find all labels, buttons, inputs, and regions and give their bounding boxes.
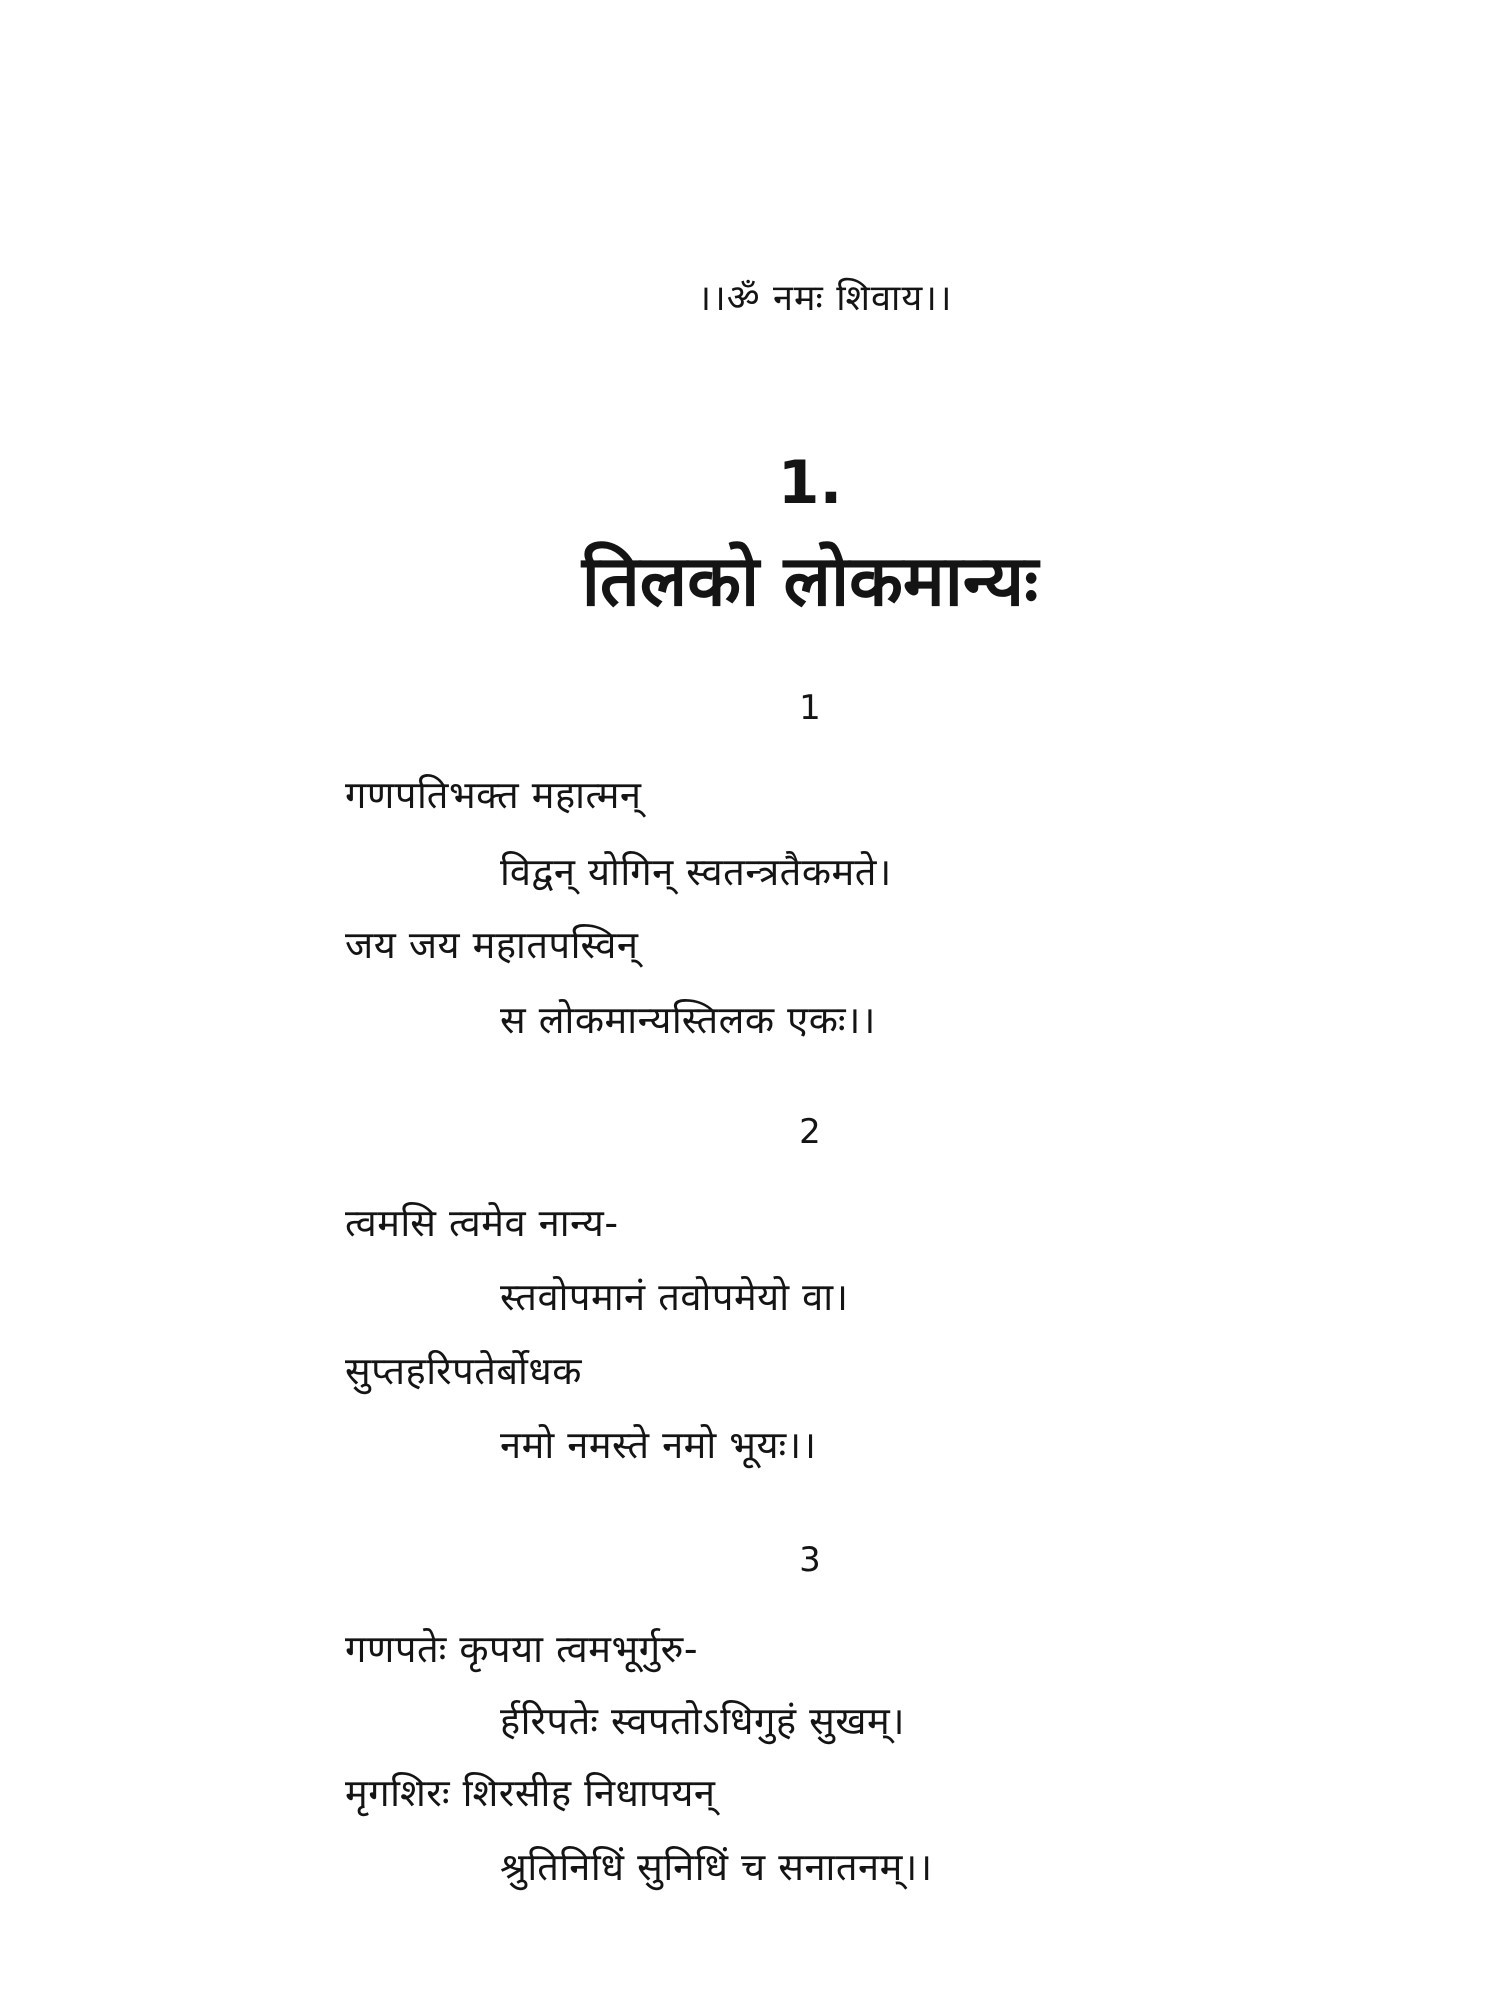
verse-number: 3 [799,1540,821,1580]
verse-line: मृगशिरः शिरसीह निधापयन् [345,1771,716,1815]
verse-line: र्हरिपतेः स्वपतोऽधिगुहं सुखम्। [500,1699,906,1743]
invocation-line: ।।ॐ नमः शिवाय।। [697,278,953,319]
verse-line: जय जय महातपस्विन् [345,923,639,967]
verse-line: स्तवोपमानं तवोपमेयो वा। [500,1275,849,1319]
verse-line: गणपतेः कृपया त्वमभूर्गुरु- [345,1627,699,1671]
verse-line: नमो नमस्ते नमो भूयः।। [500,1423,817,1467]
verse-line: गणपतिभक्त महात्मन् [345,773,642,817]
verse-line: श्रुतिनिधिं सुनिधिं च सनातनम्।। [500,1845,933,1889]
verse-line: त्वमसि त्वमेव नान्य- [345,1201,619,1245]
verse-line: विद्वन् योगिन् स्वतन्त्रतैकमते। [500,850,892,894]
verse-number: 1 [799,688,821,728]
verse-line: सुप्तहरिपतेर्बोधक [345,1349,582,1393]
chapter-number: 1. [777,448,843,518]
verse-number: 2 [799,1112,821,1152]
chapter-title: तिलको लोकमान्यः [581,540,1039,622]
verse-line: स लोकमान्यस्तिलक एकः।। [500,998,876,1042]
